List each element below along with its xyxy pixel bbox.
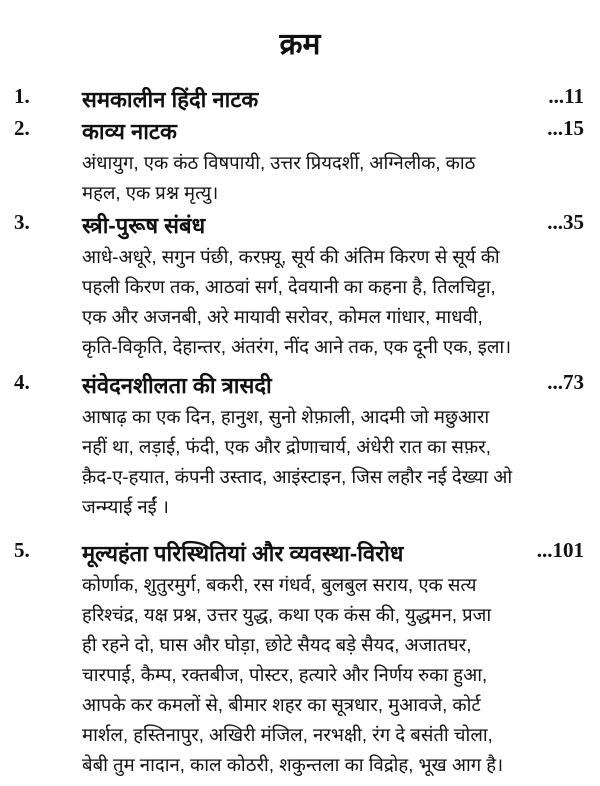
page-number: ...73 <box>547 370 584 394</box>
play-list-line: जन्म्याई नईं । <box>82 496 169 517</box>
play-list <box>82 148 475 208</box>
chapter-heading[interactable]: काव्य नाटक <box>82 119 177 144</box>
play-list-line: अंधायुग, एक कंठ विषपायी, उत्तर प्रियदर्शी, अग्निलीक, काठ <box>82 152 476 173</box>
play-list-line: कृति-विकृति, देहान्तर, अंतरंग, नींद आने तक, एक दूनी एक, इला। <box>82 336 512 357</box>
chapter-number: 1. <box>14 84 30 108</box>
chapter-heading[interactable]: स्त्री-पुरूष संबंध <box>82 213 206 238</box>
play-list-line: मार्शल, हस्तिनापुर, अखिरी मंजिल, नरभक्षी, रंग दे बसंती चोला, <box>82 724 493 745</box>
play-list-line: बेबी तुम नादान, काल कोठरी, शकुन्तला का विद्रोह, भूख आग है। <box>82 754 504 775</box>
play-list <box>82 242 511 362</box>
page-number: ...11 <box>548 84 584 108</box>
chapter-heading[interactable]: संवेदनशीलता की त्रासदी <box>82 373 272 398</box>
play-list-line: क़ैद-ए-हयात, कंपनी उस्ताद, आइंस्टाइन, जिस लहौर नई देख्या ओ <box>82 466 513 487</box>
play-list <box>82 570 503 780</box>
play-list-line: आपके कर कमलों से, बीमार शहर का सूत्रधार, मुआवजे, कोर्ट <box>82 694 481 715</box>
chapter-number: 5. <box>14 538 30 562</box>
page-number: ...15 <box>547 116 584 140</box>
page-number: ...35 <box>547 210 584 234</box>
play-list-line: चारपाई, कैम्प, रक्तबीज, पोस्टर, हत्यारे और निर्णय रुका हुआ, <box>82 664 488 685</box>
chapter-number: 4. <box>14 370 30 394</box>
play-list-line: एक और अजनबी, अरे मायावी सरोवर, कोमल गांधार, माधवी, <box>82 306 483 327</box>
play-list-line: महल, एक प्रश्न मृत्यु। <box>82 182 219 203</box>
chapter-heading[interactable]: मूल्यहंता परिस्थितियां और व्यवस्था-विरोध <box>82 541 404 566</box>
play-list-line: कोर्णाक, शुतुरमुर्ग, बकरी, रस गंधर्व, बुलबुल सराय, एक सत्य <box>82 574 477 595</box>
play-list-line: पहली किरण तक, आठवां सर्ग, देवयानी का कहना है, तिलचिट्टा, <box>82 276 496 297</box>
play-list-line: ही रहने दो, घास और घोड़ा, छोटे सैयद बड़े सैयद, अजातघर, <box>82 634 472 655</box>
chapter-number: 3. <box>14 210 30 234</box>
play-list-line: हरिश्चंद्र, यक्ष प्रश्न, उत्तर युद्ध, कथा एक कंस की, युद्धमन, प्रजा <box>82 604 492 625</box>
page-title: क्रम <box>279 27 321 62</box>
play-list-line: आषाढ़ का एक दिन, हानुश, सुनो शेफ़ाली, आदमी जो मछुआरा <box>82 406 490 427</box>
play-list-line: नहीं था, लड़ाई, फंदी, एक और द्रोणाचार्य, अंधेरी रात का सफ़र, <box>82 436 491 457</box>
play-list-line: आधे-अधूरे, सगुन पंछी, करफ़्यू, सूर्य की अंतिम किरण से सूर्य की <box>82 246 500 267</box>
page-number: ...101 <box>536 538 584 562</box>
chapter-number: 2. <box>14 116 30 140</box>
play-list <box>82 402 512 522</box>
chapter-heading[interactable]: समकालीन हिंदी नाटक <box>82 87 259 112</box>
